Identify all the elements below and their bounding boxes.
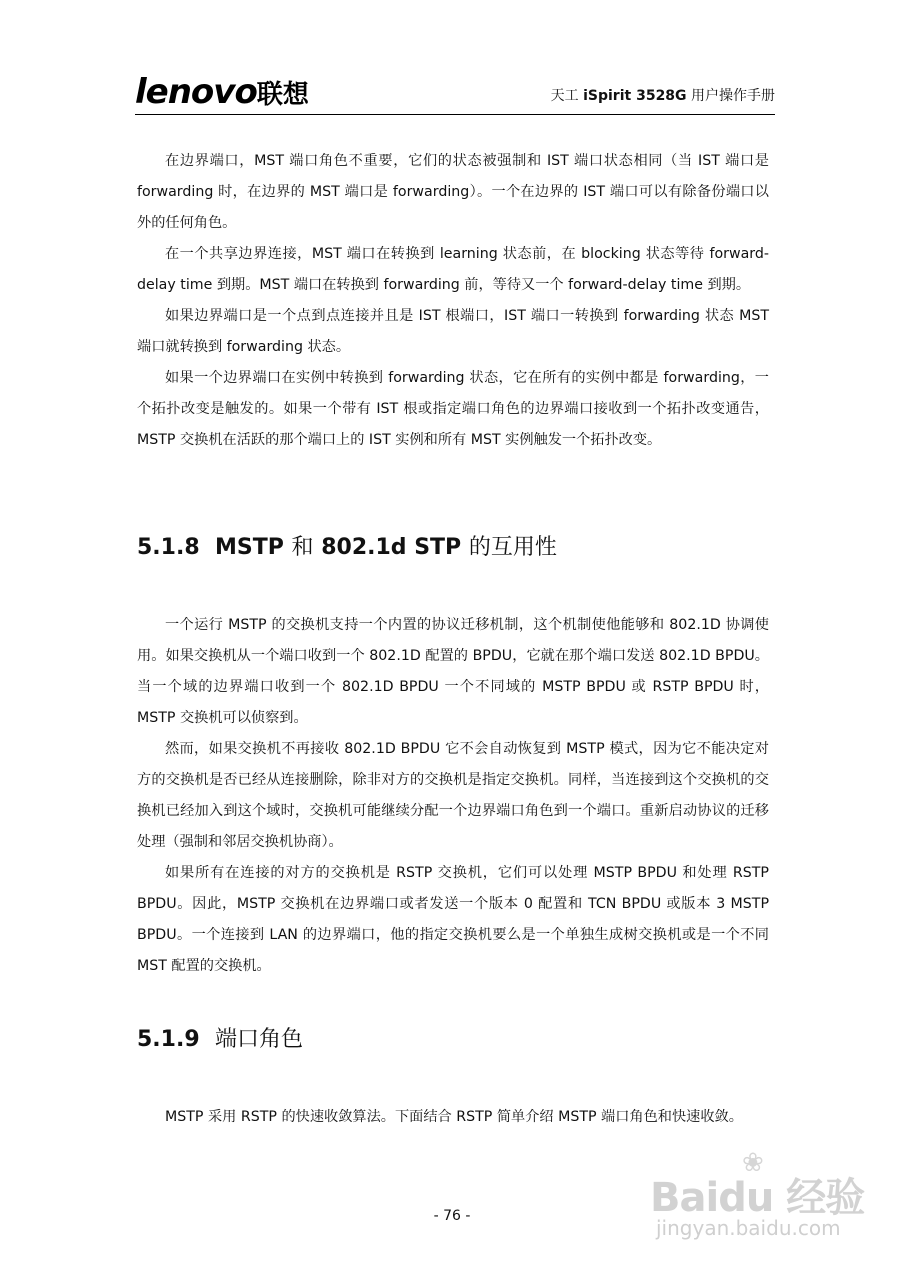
doc-title-suffix: 用户操作手册	[686, 88, 775, 104]
heading-latin-1: MSTP	[214, 535, 284, 560]
paragraph: 一个运行 MSTP 的交换机支持一个内置的协议迁移机制，这个机制使他能够和 802.1D 协调使用。如果交换机从一个端口收到一个 802.1D 配置的 BPDU，它就在那个端口发送 802.1D BPDU。当一个域的边界端口收到一个 802.1D BPDU 一个不同域的 MSTP BPDU 或 RSTP BPDU 时，MSTP 交换机可以侦察到。	[137, 617, 769, 726]
section-number: 5.1.8	[137, 535, 200, 560]
logo-cn: 联想	[256, 80, 309, 110]
page-number: - 76 -	[433, 1208, 471, 1224]
document-title	[551, 86, 775, 106]
watermark-url: jingyan.baidu.com	[656, 1216, 841, 1240]
paragraph: 在一个共享边界连接，MST 端口在转换到 learning 状态前，在 blocking 状态等待 forward-delay time 到期。MST 端口在转换到 forwarding 前，等待又一个 forward-delay time 到期。	[137, 246, 769, 293]
section-5-1-8-body	[137, 610, 769, 982]
section-a-body	[137, 146, 769, 456]
doc-title-product: iSpirit 3528G	[583, 88, 687, 104]
doc-title-prefix: 天工	[550, 88, 584, 104]
section-number: 5.1.9	[137, 1027, 200, 1052]
paragraph: 然而，如果交换机不再接收 802.1D BPDU 它不会自动恢复到 MSTP 模式，因为它不能决定对方的交换机是否已经从连接删除，除非对方的交换机是指定交换机。同样，当连接到这个交换机的交换机已经加入到这个域时，交换机可能继续分配一个边界端口角色到一个端口。重新启动协议的迁移处理（强制和邻居交换机协商）。	[137, 741, 769, 850]
baidu-watermark	[650, 1148, 870, 1248]
section-heading-5-1-9	[137, 1024, 303, 1056]
section-5-1-9-body	[137, 1102, 769, 1133]
paragraph: MSTP 采用 RSTP 的快速收敛算法。下面结合 RSTP 简单介绍 MSTP 端口角色和快速收敛。	[165, 1109, 743, 1125]
paragraph: 如果边界端口是一个点到点连接并且是 IST 根端口，IST 端口一转换到 forwarding 状态 MST 端口就转换到 forwarding 状态。	[137, 308, 769, 355]
watermark-brand: Baidu 经验	[650, 1175, 865, 1221]
paragraph: 如果所有在连接的对方的交换机是 RSTP 交换机，它们可以处理 MSTP BPDU 和处理 RSTP BPDU。因此，MSTP 交换机在边界端口或者发送一个版本 0 配置和 TCN BPDU 或版本 3 MSTP BPDU。一个连接到 LAN 的边界端口，他的指定交换机要么是一个单独生成树交换机或是一个不同 MST 配置的交换机。	[137, 865, 769, 974]
paragraph: 如果一个边界端口在实例中转换到 forwarding 状态，它在所有的实例中都是 forwarding，一个拓扑改变是触发的。如果一个带有 IST 根或指定端口角色的边界端口接收到一个拓扑改变通告，MSTP 交换机在活跃的那个端口上的 IST 实例和所有 MST 实例触发一个拓扑改变。	[137, 370, 769, 448]
lenovo-logo	[135, 72, 309, 115]
paw-icon: ❀	[742, 1148, 764, 1178]
page-header	[135, 70, 775, 116]
section-heading-5-1-8	[137, 532, 557, 564]
heading-cn-1: 和	[291, 535, 314, 560]
paragraph: 在边界端口，MST 端口角色不重要，它们的状态被强制和 IST 端口状态相同（当 IST 端口是 forwarding 时，在边界的 MST 端口是 forwarding）。一个在边界的 IST 端口可以有除备份端口以外的任何角色。	[137, 153, 769, 231]
logo-latin: lenovo	[135, 72, 257, 112]
heading-latin-2: 802.1d STP	[321, 535, 462, 560]
header-rule	[135, 114, 775, 115]
heading-cn: 端口角色	[214, 1027, 303, 1052]
heading-cn-2: 的互用性	[468, 535, 557, 560]
